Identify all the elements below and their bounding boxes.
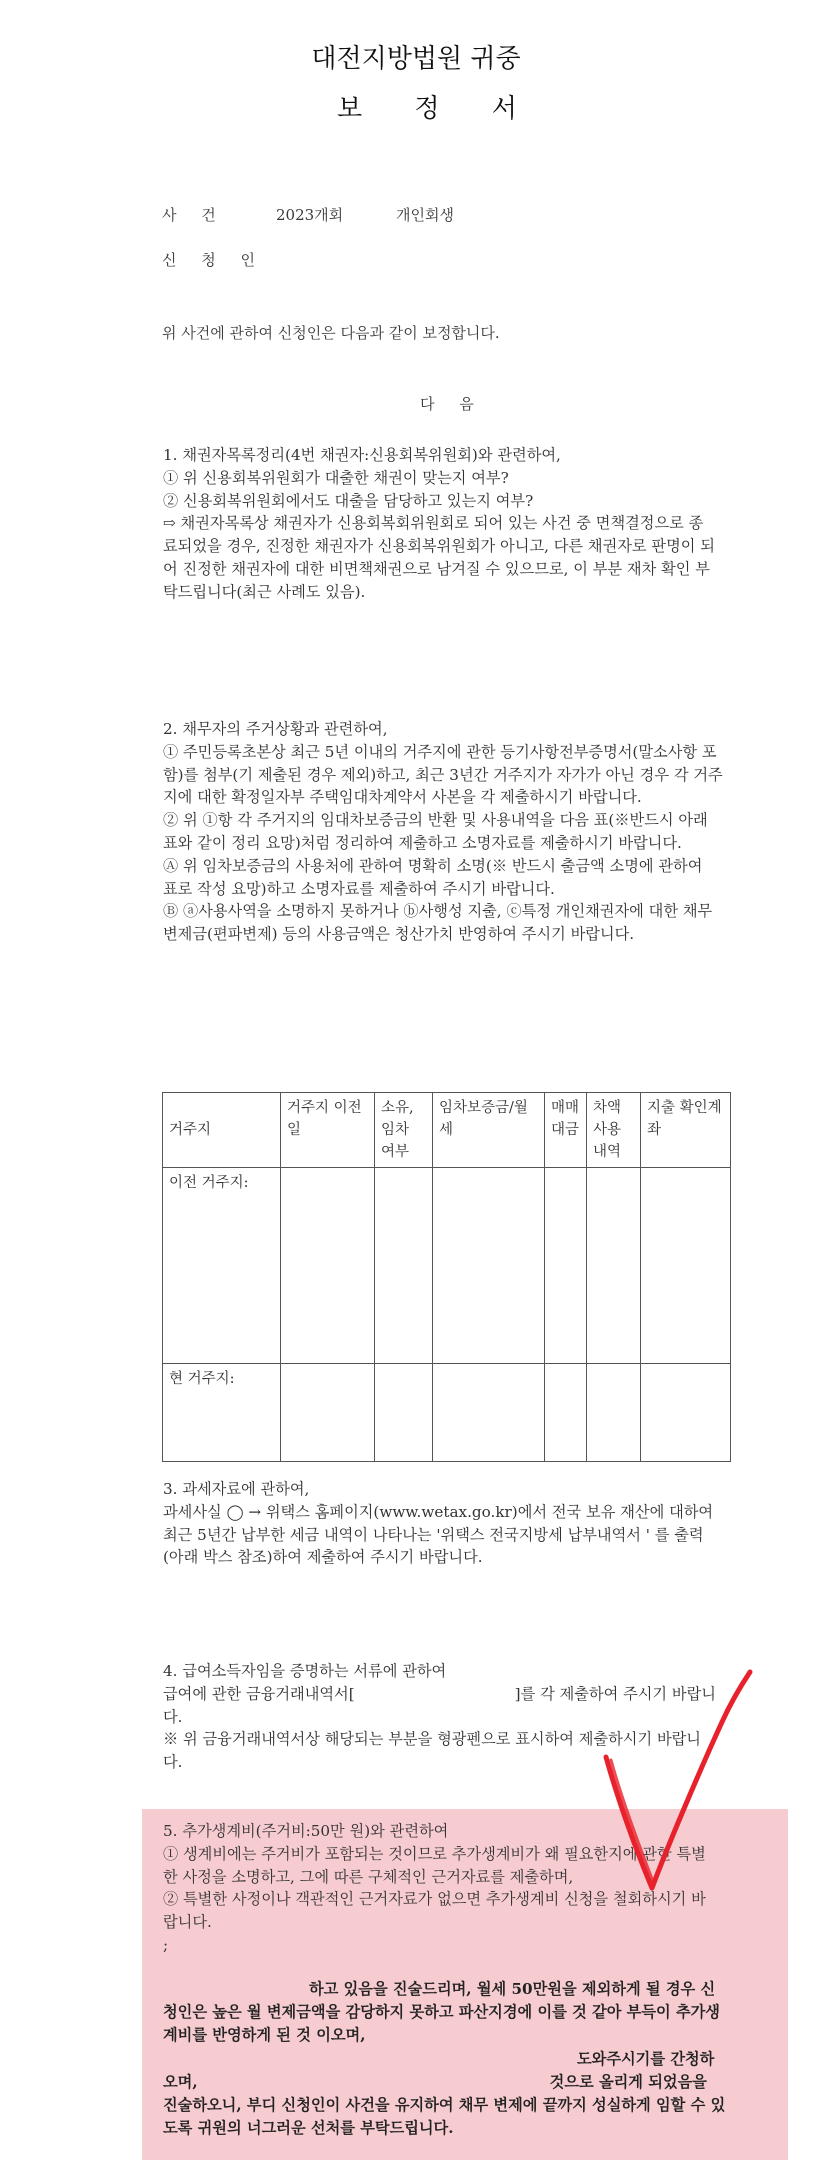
table-cell xyxy=(545,1168,587,1364)
section-4-line: ※ 위 금융거래내역서상 해당되는 부분을 형광펜으로 표시하여 제출하시기 바랍니 xyxy=(163,1730,701,1749)
table-cell xyxy=(375,1364,433,1462)
table-cell xyxy=(375,1168,433,1364)
section-5-line: 5. 추가생계비(주거비:50만 원)와 관련하여 xyxy=(163,1822,449,1840)
section-4-line: 다. xyxy=(163,1707,183,1726)
answer-line xyxy=(163,2071,733,2094)
section-3-line: 과세사실 ◯ → 위택스 홈페이지(www.wetax.go.kr)에서 전국 보유 재산에 대하여 xyxy=(163,1502,714,1521)
section-2-line: 지에 대한 확정일자부 주택임대차계약서 사본을 각 제출하시기 바랍니다. xyxy=(163,788,642,807)
table-cell xyxy=(587,1168,641,1364)
section-2-line: 표와 같이 정리 요망)처럼 정리하여 제출하고 소명자료를 제출하시기 바랍니다. xyxy=(163,833,682,852)
table-header-cell: 임차보증금/월세 xyxy=(433,1093,545,1168)
intro-text: 위 사건에 관하여 신청인은 다음과 같이 보정합니다. xyxy=(162,324,500,342)
table-cell xyxy=(281,1364,375,1462)
court-name: 대전지방법원 귀중 xyxy=(311,44,521,74)
answer-line: 계비를 반영하게 된 것 이오며, xyxy=(163,2025,366,2044)
section-4-text: ]를 각 제출하여 주시기 바랍니 xyxy=(514,1684,716,1703)
table-row-label: 이전 거주지: xyxy=(163,1168,281,1364)
table-cell xyxy=(433,1364,545,1462)
section-5 xyxy=(163,1820,733,1957)
section-1-line: ⇨ 채권자목록상 채권자가 신용회복회위원회로 되어 있는 사건 중 면책결정으로 종 xyxy=(163,514,704,533)
table-cell xyxy=(641,1364,731,1462)
table-header-cell: 지출 확인계좌 xyxy=(641,1093,731,1168)
section-5-line: ; xyxy=(163,1935,169,1954)
table-header-cell: 거주지 이전일 xyxy=(281,1093,375,1168)
section-1-line: 료되었을 경우, 진정한 채권자가 신용회복위원회가 아니고, 다른 채권자로 판명이 되 xyxy=(163,537,715,556)
section-1 xyxy=(163,444,733,604)
section-2 xyxy=(163,718,733,946)
section-4-line xyxy=(163,1683,733,1706)
section-5-line: 한 사정을 소명하고, 그에 따른 구체적인 근거자료를 제출하며, xyxy=(163,1867,574,1886)
answer-line: 도와주시기를 간청하 xyxy=(577,2050,715,2069)
case-type: 개인회생 xyxy=(396,206,454,224)
section-4-text: 급여에 관한 금융거래내역서[ xyxy=(163,1684,355,1703)
table-cell xyxy=(587,1364,641,1462)
table-row-label: 현 거주지: xyxy=(163,1364,281,1462)
table-header-cell: 매매 대금 xyxy=(545,1093,587,1168)
table-header-cell: 차액 사용 내역 xyxy=(587,1093,641,1168)
section-2-line: 표로 작성 요망)하고 소명자료를 제출하여 주시기 바랍니다. xyxy=(163,879,555,898)
section-2-line: ② 위 ①항 각 주거지의 임대차보증금의 반환 및 사용내역을 다음 표(※반드시 아래 xyxy=(163,811,708,830)
section-5-line: 랍니다. xyxy=(163,1913,212,1932)
section-2-line: ① 주민등록초본상 최근 5년 이내의 거주지에 관한 등기사항전부증명서(말소사항 포 xyxy=(163,742,717,761)
case-number: 2023개회 xyxy=(276,206,344,224)
answer-text: 오며, xyxy=(163,2073,198,2092)
section-2-line: 함)를 첨부(기 제출된 경우 제외)하고, 최근 3년간 거주지가 자가가 아닌 경우 각 거주 xyxy=(163,765,723,784)
table-cell xyxy=(641,1168,731,1364)
answer-text: 것으로 올리게 되었음을 xyxy=(549,2073,707,2092)
section-3 xyxy=(163,1478,733,1569)
document-title: 보 정 서 xyxy=(337,94,539,124)
section-3-line: 최근 5년간 납부한 세금 내역이 나타나는 '위택스 전국지방세 납부내역서 ' 를 출력 xyxy=(163,1525,704,1544)
section-2-line: Ⓑ ⓐ사용사역을 소명하지 못하거나 ⓑ사행성 지출, ⓒ특정 개인채권자에 대한 채무 xyxy=(163,902,713,921)
section-1-line: 탁드립니다(최근 사례도 있음). xyxy=(163,582,366,601)
section-5-line: ① 생계비에는 주거비가 포함되는 것이므로 추가생계비가 왜 필요한지에 관한 특별 xyxy=(163,1844,706,1863)
table-header-cell: 거주지 xyxy=(163,1093,281,1168)
section-1-line: 1. 채권자목록정리(4번 채권자:신용회복위원회)와 관련하여, xyxy=(163,446,561,464)
answer-line: 진술하오니, 부디 신청인이 사건을 유지하여 채무 변제에 끝까지 성실하게 임할 수 있 xyxy=(163,2095,726,2114)
answer-line: 도록 귀원의 너그러운 선처를 부탁드립니다. xyxy=(163,2118,454,2137)
section-1-line: ② 신용회복위원회에서도 대출을 담당하고 있는지 여부? xyxy=(163,491,534,510)
applicant-label: 신 청 인 xyxy=(162,251,266,269)
residence-table xyxy=(162,1092,731,1462)
table-cell xyxy=(545,1364,587,1462)
section-3-line: (아래 박스 참조)하여 제출하여 주시기 바랍니다. xyxy=(163,1548,483,1567)
table-row xyxy=(163,1168,731,1364)
table-row xyxy=(163,1364,731,1462)
table-header-cell: 소유, 임차 여부 xyxy=(375,1093,433,1168)
table-header-row xyxy=(163,1093,731,1168)
section-3-line: 3. 과세자료에 관하여, xyxy=(163,1480,310,1498)
table-cell xyxy=(281,1168,375,1364)
section-2-line: Ⓐ 위 임차보증금의 사용처에 관하여 명확히 소명(※ 반드시 출금액 소명에 관하여 xyxy=(163,856,703,875)
section-1-line: ① 위 신용회복위원회가 대출한 채권이 맞는지 여부? xyxy=(163,468,509,487)
section-2-line: 변제금(편파변제) 등의 사용금액은 청산가치 반영하여 주시기 바랍니다. xyxy=(163,925,635,944)
table-cell xyxy=(433,1168,545,1364)
section-4-line: 다. xyxy=(163,1753,183,1772)
section-1-line: 어 진정한 채권자에 대한 비면책채권으로 남겨질 수 있으므로, 이 부분 재차 확인 부 xyxy=(163,559,710,578)
section-4 xyxy=(163,1660,733,1774)
case-label: 사 건 xyxy=(162,206,226,224)
section-4-line: 4. 급여소득자임을 증명하는 서류에 관하여 xyxy=(163,1662,447,1680)
section-2-line: 2. 채무자의 주거상황과 관련하여, xyxy=(163,720,388,738)
answer-line: 하고 있음을 진술드리며, 월세 50만원을 제외하게 될 경우 신 xyxy=(309,1980,716,1998)
next-heading: 다 음 xyxy=(420,395,484,413)
section-5-line: ② 특별한 사정이나 객관적인 근거자료가 없으면 추가생계비 신청을 철회하시기 바 xyxy=(163,1890,706,1909)
answer-line: 청인은 높은 월 변제금액을 감당하지 못하고 파산지경에 이를 것 같아 부득이 추가생 xyxy=(163,2002,720,2021)
section-5-answer xyxy=(163,1978,733,2140)
